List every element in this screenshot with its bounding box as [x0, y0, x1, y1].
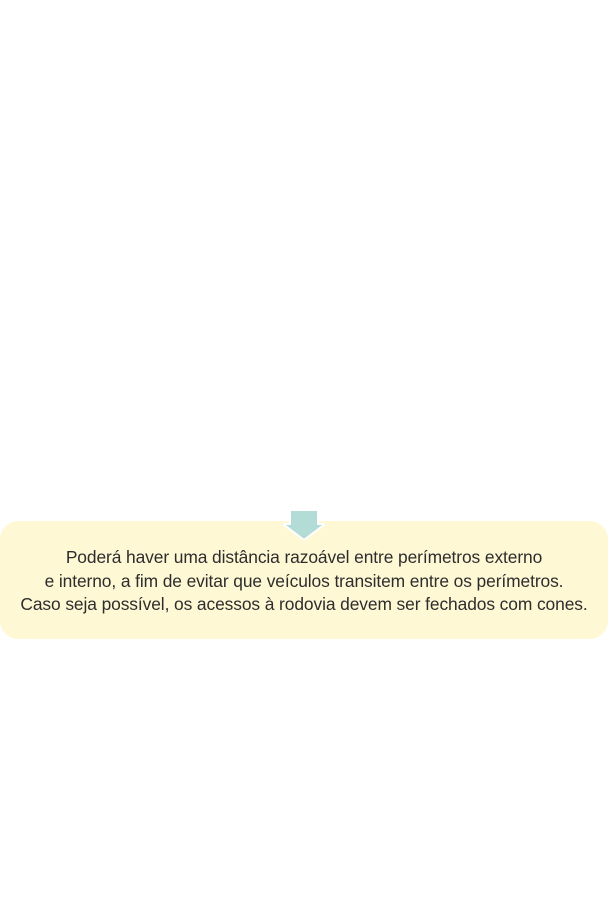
note-text-line-2: e interno, a fim de evitar que veículos transitem entre os perímetros.	[44, 570, 564, 591]
note-text-line-3: Caso seja possível, os acessos à rodovia devem ser fechados com cones.	[20, 594, 588, 614]
down-arrow-icon	[283, 510, 325, 540]
note-text-line-1: Poderá haver uma distância razoável entre perímetros externo	[65, 547, 543, 567]
